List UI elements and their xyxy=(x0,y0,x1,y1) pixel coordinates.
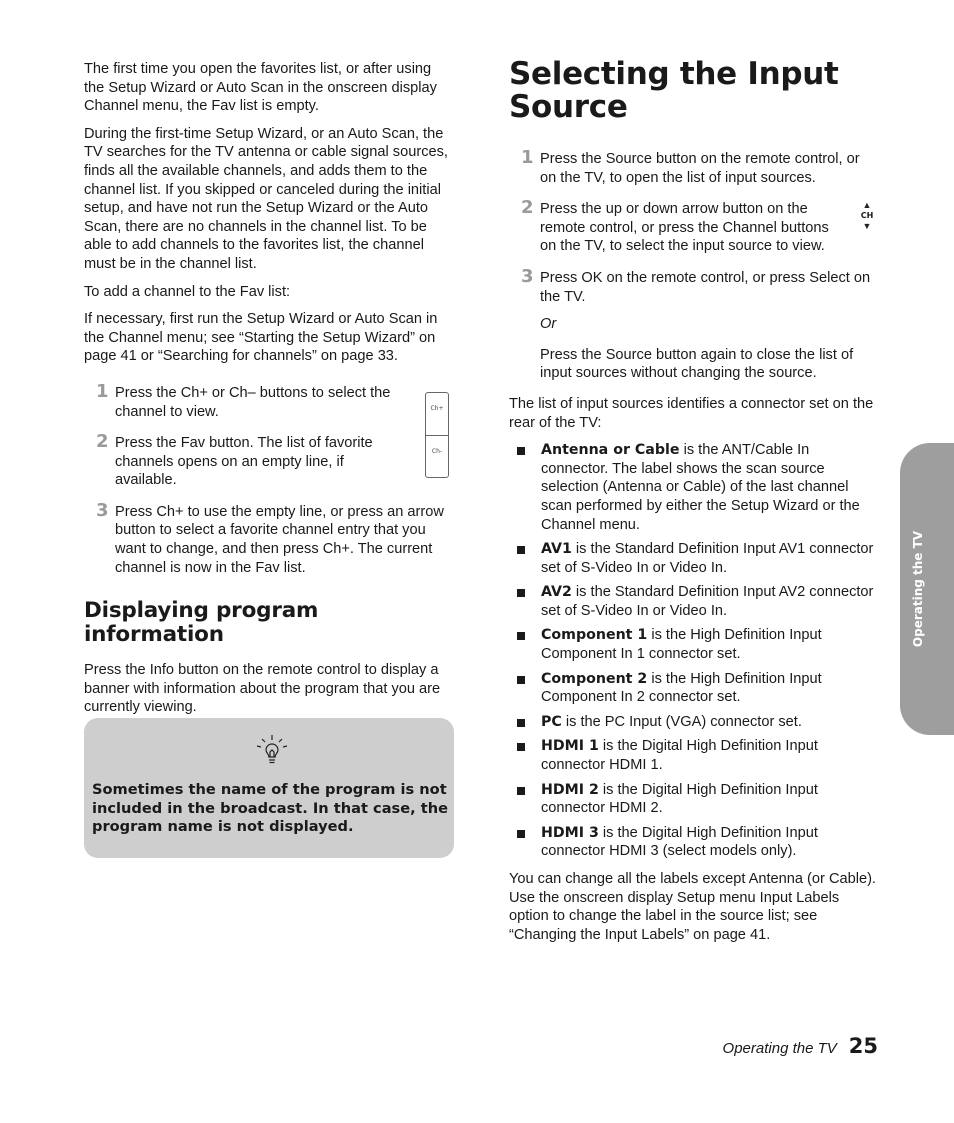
page-title-line: Source xyxy=(509,89,628,125)
list-item xyxy=(509,583,879,620)
left-column xyxy=(84,60,454,717)
source-desc: is the Digital High Definition Input connector HDMI 1. xyxy=(541,738,818,774)
step-item xyxy=(84,431,454,490)
source-steps xyxy=(509,147,879,383)
ch-rocker-label: CH xyxy=(860,211,874,220)
source-name: HDMI 3 xyxy=(541,824,599,841)
source-desc: is the High Definition Input Component In 2 connector set. xyxy=(541,670,822,706)
step-item xyxy=(509,197,879,256)
source-name: Component 1 xyxy=(541,627,648,644)
intro-paragraph: The first time you open the favorites list, or after using the Setup Wizard or Auto Scan in the onscreen display Channel menu, the Fav list is empty. xyxy=(84,61,437,115)
right-column xyxy=(509,58,879,944)
or-text: Press the Source button again to close the list of input sources without changing the source. xyxy=(540,346,854,382)
ch-rocker-illustration xyxy=(856,147,876,191)
footer-chapter-title: Operating the TV xyxy=(722,1040,837,1057)
closing-paragraph: You can change all the labels except Antenna (or Cable). Use the onscreen display Setup menu Input Labels option to change the label in the source list; see “Changing the Input Labels” on page 41. xyxy=(509,871,876,943)
step-text: Press the Source button on the remote control, or on the TV, to open the list of input sources. xyxy=(540,151,860,186)
step-text: Press the Ch+ or Ch– buttons to select the channel to view. xyxy=(115,384,391,420)
step-text: Press the up or down arrow button on the remote control, or press the Channel buttons on the TV, to select the input source to view. xyxy=(540,201,829,255)
section-heading: Displaying program information xyxy=(84,598,319,648)
source-name: AV1 xyxy=(541,541,572,558)
list-intro: The list of input sources identifies a connector set on the rear of the TV: xyxy=(509,395,874,431)
list-item xyxy=(509,781,879,818)
page-footer xyxy=(723,1034,878,1058)
arrow-down-icon: ▼ xyxy=(862,221,872,231)
step-item xyxy=(509,147,879,187)
ch-minus-label: Ch- xyxy=(431,447,443,455)
chapter-side-tab xyxy=(900,443,954,735)
source-desc: is the PC Input (VGA) connector set. xyxy=(561,713,802,730)
source-desc: is the Standard Definition Input AV1 connector set of S-Video In or Video In. xyxy=(541,541,874,576)
info-paragraph: Press the Info button on the remote control to display a banner with information about the program that you are currently viewing. xyxy=(84,662,441,716)
source-name: Component 2 xyxy=(541,670,648,687)
or-label: Or xyxy=(540,316,557,333)
tip-text: Sometimes the name of the program is not included in the broadcast. In that case, the program name is not displayed. xyxy=(92,781,449,836)
source-desc: is the Digital High Definition Input connector HDMI 2. xyxy=(541,781,818,817)
list-item xyxy=(509,626,879,663)
step-item xyxy=(84,499,454,577)
source-name: AV2 xyxy=(541,584,572,601)
intro-paragraph: If necessary, first run the Setup Wizard or Auto Scan in the Channel menu; see “Starting the Setup Wizard” on page 41 or “Searching for channels” on page 33. xyxy=(84,311,438,365)
lightbulb-icon xyxy=(254,732,290,770)
source-name: HDMI 1 xyxy=(541,738,599,755)
source-desc: is the Standard Definition Input AV2 connector set of S-Video In or Video In. xyxy=(541,584,874,619)
step-number: 2 xyxy=(96,431,109,453)
list-item xyxy=(509,441,879,534)
source-name: Antenna or Cable xyxy=(541,442,680,459)
step-text: Press the Fav button. The list of favorite channels opens on an empty line, if available. xyxy=(115,435,373,489)
step-text: Press Ch+ to use the empty line, or press an arrow button to select a favorite channel entry that you want to change, and then press Ch+. The current channel is now in the Fav list. xyxy=(115,503,444,576)
page-title-line: Selecting the Input xyxy=(509,56,839,92)
arrow-up-icon: ▲ xyxy=(862,200,872,210)
step-number: 1 xyxy=(96,380,109,402)
step-item xyxy=(84,380,454,421)
list-item xyxy=(509,824,879,861)
side-tab-label: Operating the TV xyxy=(911,530,925,648)
fav-steps xyxy=(84,380,454,577)
step-number: 1 xyxy=(521,147,534,168)
source-desc: is the High Definition Input Component In 1 connector set. xyxy=(541,627,822,663)
step-text: Press OK on the remote control, or press Select on the TV. xyxy=(540,269,871,305)
input-source-list xyxy=(509,441,879,861)
list-item xyxy=(509,540,879,577)
step-number: 3 xyxy=(521,265,534,287)
intro-paragraph: To add a channel to the Fav list: xyxy=(84,283,291,300)
list-item xyxy=(509,713,879,732)
list-item xyxy=(509,737,879,774)
tip-box xyxy=(84,718,454,858)
ch-plus-label: Ch+ xyxy=(430,404,444,412)
step-number: 3 xyxy=(96,499,109,521)
list-item xyxy=(509,670,879,707)
page-title xyxy=(509,58,879,124)
step-number: 2 xyxy=(521,197,534,219)
step-item xyxy=(509,265,879,306)
intro-paragraph: During the first-time Setup Wizard, or an Auto Scan, the TV searches for the TV antenna or cable signal sources, finds all the available channels, and adds them to the channel list. If you skipped or canceled during the initial setup, and have not run the Setup Wizard or the Auto Scan, there are no channels in the channel list. To be able to add channels to the favorites list, the channel must be in the channel list. xyxy=(84,125,448,272)
source-name: HDMI 2 xyxy=(541,781,599,798)
source-name: PC xyxy=(541,713,562,730)
page-number: 25 xyxy=(848,1034,878,1058)
source-desc: is the ANT/Cable In connector. The label shows the scan source selection (Antenna or Cable) of the last channel scan performed by either the Setup Wizard or the Channel menu. xyxy=(541,442,860,533)
source-desc: is the Digital High Definition Input connector HDMI 3 (select models only). xyxy=(541,824,818,860)
ch-rocker-icon xyxy=(857,200,877,244)
